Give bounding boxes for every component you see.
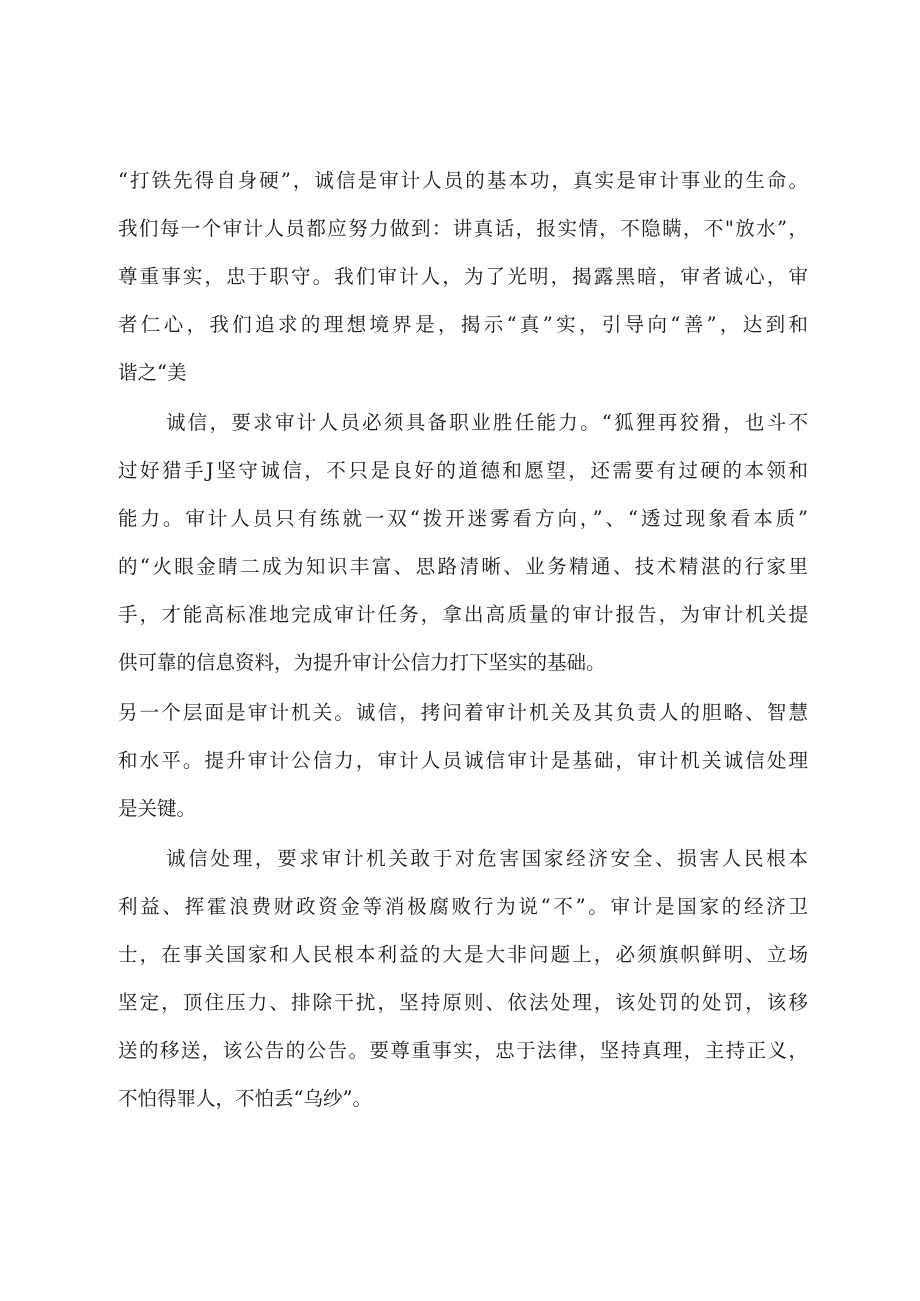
paragraph-3-line-1: 另一个层面是审计机关。诚信，拷问着审计机关及其负责人的胆略、智慧 — [118, 701, 808, 724]
paragraph-1-line-2: 我们每一个审计人员都应努力做到：讲真话，报实情，不隐瞒，不"放水”， — [118, 217, 808, 240]
paragraph-1-line-3: 尊重事实，忠于职守。我们审计人，为了光明，揭露黑暗，审者诚心，审 — [118, 265, 808, 288]
paragraph-2-line-4: 的“火眼金睛二成为知识丰富、思路清晰、业务精通、技术精湛的行家里 — [118, 555, 808, 578]
paragraph-1-line-1: “打铁先得自身硬”，诚信是审计人员的基本功，真实是审计事业的生命。 — [118, 169, 808, 192]
paragraph-4-line-5: 送的移送，该公告的公告。要尊重事实，忠于法律，坚持真理，主持正义， — [118, 1039, 808, 1062]
paragraph-3-line-3: 是关键。 — [118, 797, 197, 820]
paragraph-4-line-2: 利益、挥霍浪费财政资金等消极腐败行为说“不”。审计是国家的经济卫 — [118, 895, 808, 918]
paragraph-1-line-4: 者仁心，我们追求的理想境界是，揭示“真”实，引导向“善”，达到和 — [118, 313, 808, 336]
paragraph-4-line-1: 诚信处理，要求审计机关敢于对危害国家经济安全、损害人民根本 — [166, 847, 808, 870]
paragraph-1-line-5: 谐之“美 — [118, 361, 187, 384]
paragraph-2-line-5: 手，才能高标准地完成审计任务，拿出高质量的审计报告，为审计机关提 — [118, 603, 808, 626]
paragraph-2-line-6: 供可靠的信息资料，为提升审计公信力打下坚实的基础。 — [118, 651, 606, 674]
paragraph-2-line-1: 诚信，要求审计人员必须具备职业胜任能力。“狐狸再狡猾，也斗不 — [166, 411, 808, 434]
paragraph-3-line-2: 和水平。提升审计公信力，审计人员诚信审计是基础，审计机关诚信处理 — [118, 749, 808, 772]
paragraph-4-line-3: 士，在事关国家和人民根本利益的大是大非问题上，必须旗帜鲜明、立场 — [118, 943, 808, 966]
paragraph-4-line-6: 不怕得罪人，不怕丢“乌纱”。 — [118, 1087, 372, 1110]
paragraph-2-line-3: 能力。审计人员只有练就一双“拨开迷雾看方向，”、“透过现象看本质” — [118, 507, 808, 530]
paragraph-2-line-2: 过好猎手J坚守诚信，不只是良好的道德和愿望，还需要有过硬的本领和 — [118, 459, 808, 482]
paragraph-4-line-4: 坚定，顶住压力、排除干扰，坚持原则、依法处理，该处罚的处罚，该移 — [118, 991, 808, 1014]
